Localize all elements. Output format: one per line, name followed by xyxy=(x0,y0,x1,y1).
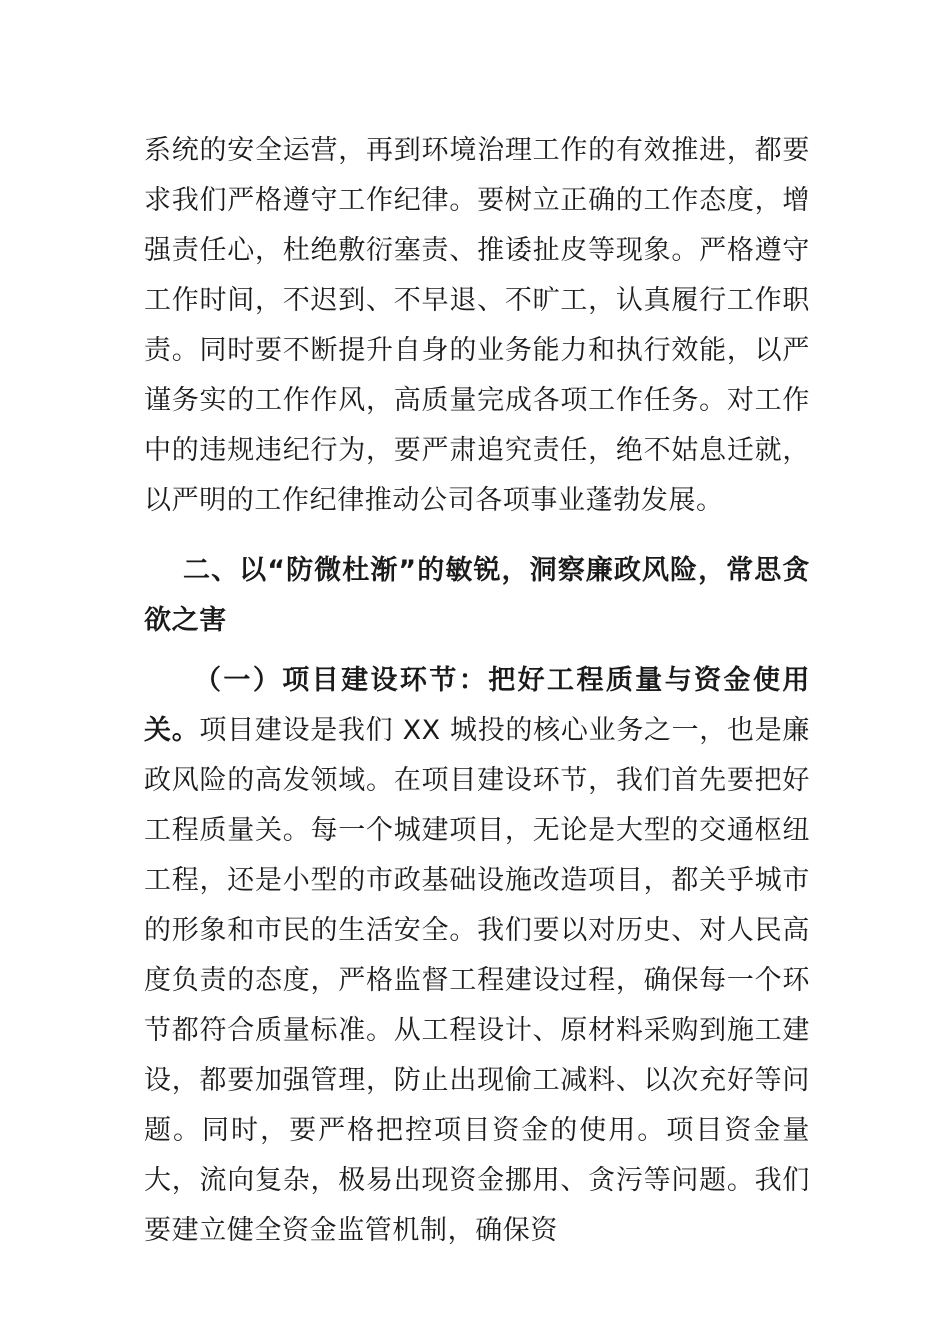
subsection-lead: （一）项目建设环节：把好工程质量与资金使用关。 xyxy=(144,665,810,746)
document-body xyxy=(144,126,810,1256)
body-paragraph: 系统的安全运营，再到环境治理工作的有效推进，都要求我们严格遵守工作纪律。要树立正确的工作态度，增强责任心，杜绝敷衍塞责、推诿扯皮等现象。严格遵守工作时间，不迟到、不早退、不旷工，认真履行工作职责。同时要不断提升自身的业务能力和执行效能，以严谨务实的工作作风，高质量完成各项工作任务。对工作中的违规违纪行为，要严肃追究责任，绝不姑息迁就，以严明的工作纪律推动公司各项事业蓬勃发展。 xyxy=(144,135,810,516)
section-heading: 二、以“防微杜渐”的敏锐，洞察廉政风险，常思贪欲之害 xyxy=(144,555,810,636)
subsection-paragraph xyxy=(144,656,810,1256)
subsection-body: 项目建设是我们 XX 城投的核心业务之一，也是廉政风险的高发领域。在项目建设环节，我们首先要把好工程质量关。每一个城建项目，无论是大型的交通枢纽工程，还是小型的市政基础设施改造项目，都关乎城市的形象和市民的生活安全。我们要以对历史、对人民高度负责的态度，严格监督工程建设过程，确保每一个环节都符合质量标准。从工程设计、原材料采购到施工建设，都要加强管理，防止出现偷工减料、以次充好等问题。同时，要严格把控项目资金的使用。项目资金量大，流向复杂，极易出现资金挪用、贪污等问题。我们要建立健全资金监管机制，确保资 xyxy=(144,715,811,1246)
